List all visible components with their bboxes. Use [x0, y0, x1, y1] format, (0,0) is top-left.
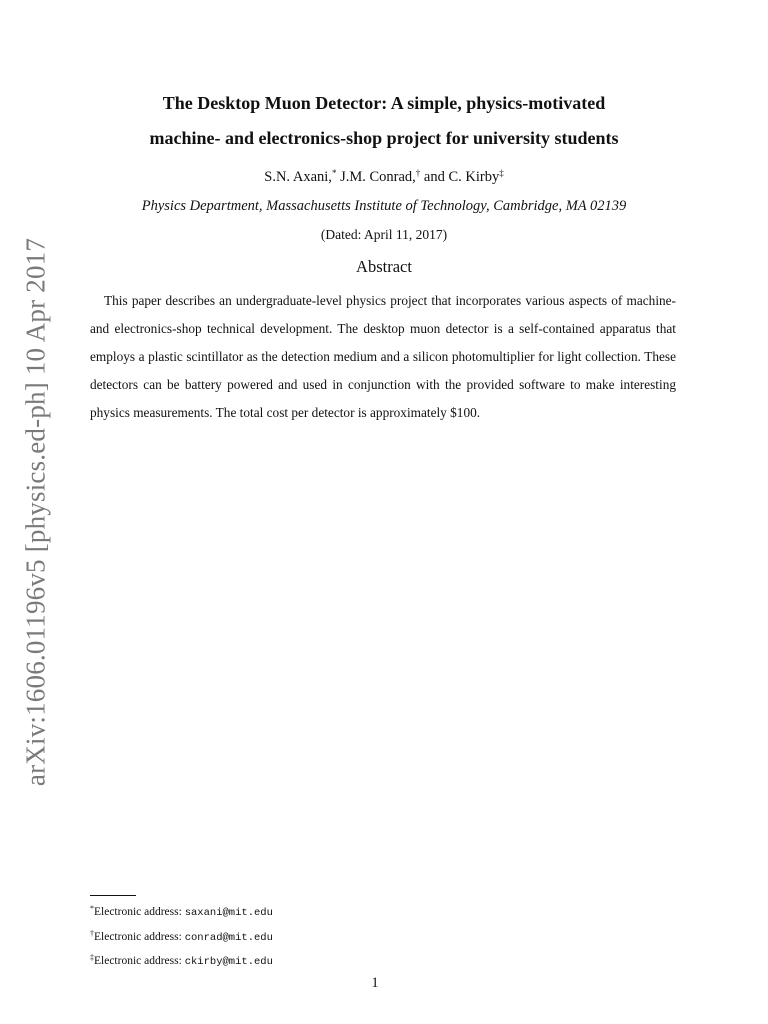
footnote — [90, 899, 273, 924]
footnote-email: ckirby@mit.edu — [184, 956, 273, 968]
footnote-rule — [90, 895, 136, 896]
title-line-1: The Desktop Muon Detector: A simple, physics-motivated — [162, 93, 606, 113]
footnote-email: conrad@mit.edu — [184, 931, 273, 944]
abstract-heading: Abstract — [356, 257, 412, 276]
author-mark: ‡ — [499, 168, 504, 178]
page-number: 1 — [371, 975, 379, 991]
title-line-2: machine- and electronics-shop project for university students — [149, 128, 619, 148]
footnotes — [90, 899, 273, 973]
dated-line: (Dated: April 11, 2017) — [320, 227, 448, 242]
footnote-mark: † — [90, 928, 94, 938]
author-name: and C. Kirby — [423, 169, 500, 185]
affiliation: Physics Department, Massachusetts Institute of Technology, Cambridge, MA 02139 — [141, 198, 627, 214]
footnote-label: Electronic address: — [94, 930, 185, 943]
footnote — [90, 924, 273, 949]
footnote-label: Electronic address: — [94, 906, 185, 918]
author-name: S.N. Axani, — [264, 169, 332, 185]
footnote-mark: ‡ — [90, 953, 94, 962]
abstract-body: This paper describes an undergraduate-level physics project that incorporates various aspects of machine- and electronics-shop technical development. The desktop muon detector is a self-contained apparatus that employs a plastic scintillator as the detection medium and a silicon photomultiplier for light collection. These detectors can be battery powered and used in conjunction with the provided software to make interesting physics measurements. The total cost per detector is approximately $100. — [90, 293, 676, 420]
paper-title — [0, 86, 768, 156]
footnote-email: saxani@mit.edu — [184, 907, 273, 919]
footnote-label: Electronic address: — [94, 955, 185, 967]
author-name: J.M. Conrad, — [340, 169, 416, 185]
author-list — [0, 168, 768, 186]
arxiv-sidebar-stamp: arXiv:1606.01196v5 [physics.ed-ph] 10 Apr 2017 — [20, 237, 51, 787]
author-mark: * — [331, 168, 337, 178]
footnote-mark: * — [90, 904, 94, 913]
author-mark: † — [415, 168, 421, 178]
footnote — [90, 948, 273, 973]
